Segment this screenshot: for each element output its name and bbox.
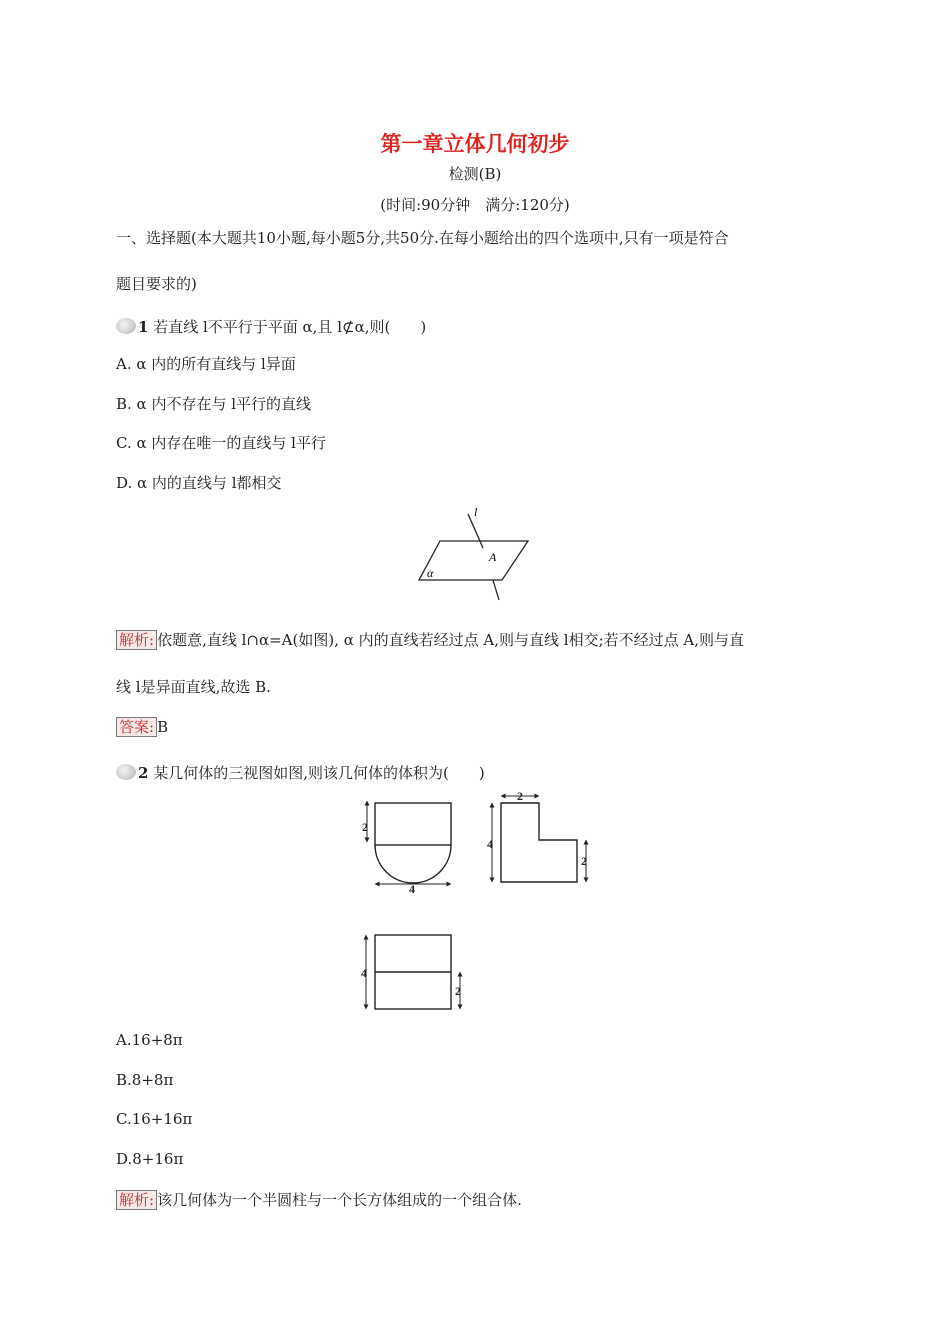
option-a: A.16+8π <box>116 1031 183 1049</box>
question-bullet-icon <box>116 764 136 780</box>
option-a: A. α 内的所有直线与 l异面 <box>116 355 296 373</box>
question-stem: 若直线 l不平行于平面 α,且 l⊄α,则( ) <box>153 318 427 336</box>
dim-side-step: 2 <box>581 854 587 868</box>
q1-analysis-line2: 线 l是异面直线,故选 B. <box>116 678 271 696</box>
label-alpha: α <box>427 566 434 580</box>
answer-value: B <box>157 718 169 736</box>
dim-front-w: 4 <box>409 882 415 896</box>
document-title: 第一章立体几何初步 <box>380 132 570 156</box>
dim-side-top: 2 <box>517 789 523 803</box>
question-number: 1 <box>138 318 149 336</box>
question-1 <box>116 316 426 337</box>
q1-answer <box>116 717 168 737</box>
front-view-semicircle <box>375 845 451 883</box>
document-subtitle: 检测(B) <box>448 165 502 183</box>
option-c: C. α 内存在唯一的直线与 l平行 <box>116 434 326 452</box>
plane-alpha <box>419 541 528 580</box>
option-c: C.16+16π <box>116 1110 193 1128</box>
question-number: 2 <box>138 764 149 782</box>
analysis-tag: 解析: <box>116 1190 157 1210</box>
question-bullet-icon <box>116 318 136 334</box>
label-l: l <box>474 505 478 519</box>
option-d: D.8+16π <box>116 1150 184 1168</box>
dim-side-h: 4 <box>487 837 493 851</box>
analysis-text: 依题意,直线 l∩α=A(如图), α 内的直线若经过点 A,则与直线 l相交;若不经过点 A,则与直 <box>157 631 744 649</box>
question-stem: 某几何体的三视图如图,则该几何体的体积为( ) <box>153 764 485 782</box>
option-b: B. α 内不存在与 l平行的直线 <box>116 395 312 413</box>
dim-front-h: 2 <box>362 820 368 834</box>
section-intro-line2: 题目要求的) <box>116 275 197 293</box>
label-a: A <box>489 550 497 564</box>
side-view-shape <box>501 803 577 882</box>
three-view-figure <box>355 785 605 1025</box>
q2-analysis-line1 <box>116 1189 522 1210</box>
option-b: B.8+8π <box>116 1071 174 1089</box>
option-d: D. α 内的直线与 l都相交 <box>116 474 282 492</box>
dim-top-h: 4 <box>361 966 367 980</box>
dim-top-half: 2 <box>455 984 461 998</box>
front-view-rect <box>375 803 451 845</box>
analysis-tag: 解析: <box>116 630 157 650</box>
answer-tag: 答案: <box>116 717 157 737</box>
line-l-upper <box>468 514 483 548</box>
q1-analysis-line1 <box>116 629 744 650</box>
line-l-lower <box>493 580 499 600</box>
line-plane-figure <box>410 504 540 604</box>
analysis-text: 该几何体为一个半圆柱与一个长方体组成的一个组合体. <box>157 1191 522 1209</box>
question-2 <box>116 762 485 783</box>
section-intro-line1: 一、选择题(本大题共10小题,每小题5分,共50分.在每小题给出的四个选项中,只有一项是符合 <box>116 229 729 247</box>
time-score-info: (时间:90分钟 满分:120分) <box>380 196 570 214</box>
